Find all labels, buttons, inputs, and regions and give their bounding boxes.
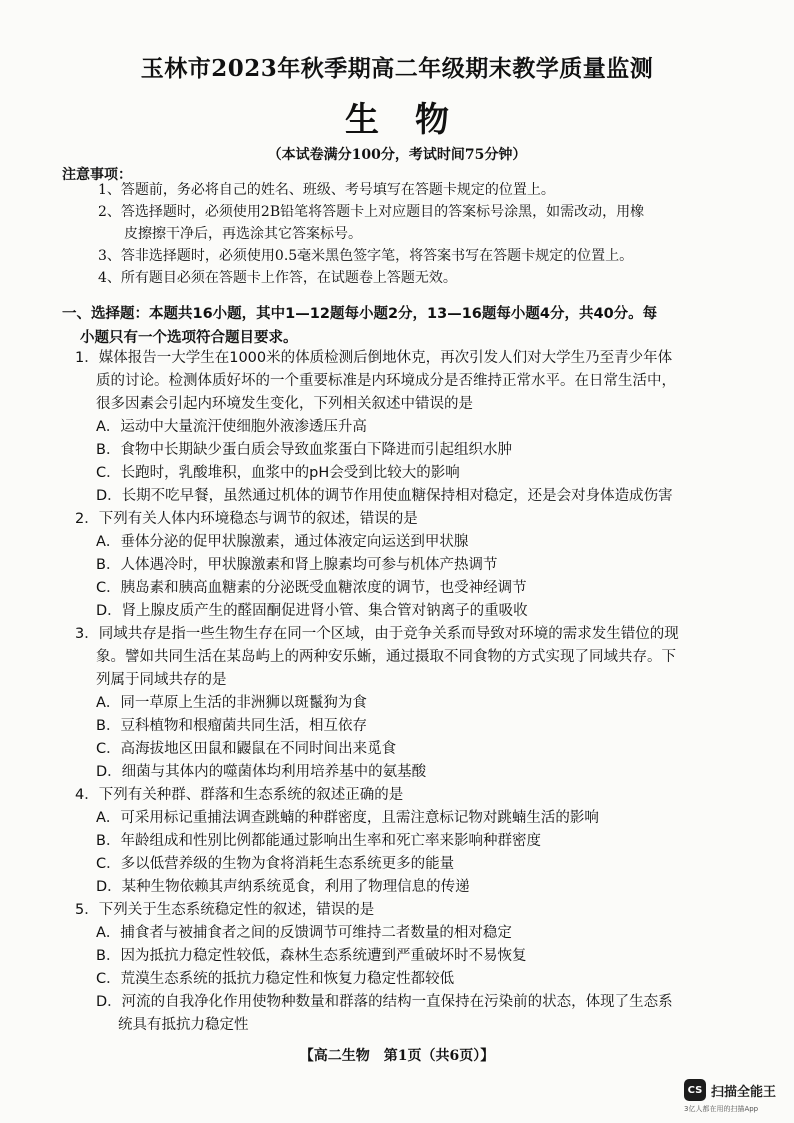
q5-option-a: A．捕食者与被捕食者之间的反馈调节可维持二者数量的相对稳定: [96, 925, 512, 941]
section-line: 小题只有一个选项符合题目要求。: [80, 330, 298, 346]
q3-stem: 象。譬如共同生活在某岛屿上的两种安乐蜥，通过摄取不同食物的方式实现了同域共存。下: [96, 649, 676, 665]
notice-item: 4、所有题目必须在答题卡上作答，在试题卷上答题无效。: [98, 270, 457, 286]
q1-stem: 1．媒体报告一大学生在1000米的体质检测后倒地休克，再次引发人们对大学生乃至青少年体: [75, 350, 673, 366]
scanner-app-subtitle: 3亿人都在用的扫描App: [684, 1105, 759, 1113]
page-footer: 【高二生物 第1页（共6页）】: [299, 1048, 495, 1064]
q3-option-d: D．细菌与其体内的噬菌体均利用培养基中的氨基酸: [96, 764, 427, 780]
q5-option-d: D．河流的自我净化作用使物种数量和群落的结构一直保持在污染前的状态，体现了生态系: [96, 994, 673, 1010]
exam-info: （本试卷满分100分，考试时间75分钟）: [267, 147, 527, 163]
q2-option-b: B．人体遇冷时，甲状腺激素和肾上腺素均可参与机体产热调节: [96, 557, 498, 573]
q2-option-c: C．胰岛素和胰高血糖素的分泌既受血糖浓度的调节，也受神经调节: [96, 580, 527, 596]
notice-item: 1、答题前，务必将自己的姓名、班级、考号填写在答题卡规定的位置上。: [98, 182, 555, 198]
exam-title: 玉林市2023年秋季期高二年级期末教学质量监测: [140, 55, 654, 82]
q1-option-d: D．长期不吃早餐，虽然通过机体的调节作用使血糖保持相对稳定，还是会对身体造成伤害: [96, 488, 673, 504]
notice-item: 3、答非选择题时，必须使用0.5毫米黑色签字笔，将答案书写在答题卡规定的位置上。: [98, 248, 634, 264]
subject-title: 生物: [345, 100, 485, 140]
q4-option-d: D．某种生物依赖其声纳系统觅食，利用了物理信息的传递: [96, 879, 470, 895]
q1-option-c: C．长跑时，乳酸堆积，血浆中的pH会受到比较大的影响: [96, 465, 460, 481]
notice-item: 2、答选择题时，必须使用2B铅笔将答题卡上对应题目的答案标号涂黑，如需改动，用橡: [98, 204, 645, 220]
q5-option-b: B．因为抵抗力稳定性较低，森林生态系统遭到严重破坏时不易恢复: [96, 948, 527, 964]
q4-stem: 4．下列有关种群、群落和生态系统的叙述正确的是: [75, 787, 404, 803]
camscanner-logo-icon: CS: [684, 1079, 706, 1101]
q3-option-a: A．同一草原上生活的非洲狮以斑鬣狗为食: [96, 695, 367, 711]
q5-option-d-continued: 统具有抵抗力稳定性: [118, 1017, 249, 1033]
q5-option-c: C．荒漠生态系统的抵抗力稳定性和恢复力稳定性都较低: [96, 971, 455, 987]
q2-option-d: D．肾上腺皮质产生的醛固酮促进肾小管、集合管对钠离子的重吸收: [96, 603, 528, 619]
q1-option-a: A．运动中大量流汗使细胞外液渗透压升高: [96, 419, 367, 435]
q1-option-b: B．食物中长期缺少蛋白质会导致血浆蛋白下降进而引起组织水肿: [96, 442, 512, 458]
notice-heading: 注意事项：: [62, 167, 132, 183]
q1-stem: 很多因素会引起内环境发生变化，下列相关叙述中错误的是: [96, 396, 473, 412]
q4-option-a: A．可采用标记重捕法调查跳蝻的种群密度，且需注意标记物对跳蝻生活的影响: [96, 810, 599, 826]
q1-stem: 质的讨论。检测体质好坏的一个重要标准是内环境成分是否维持正常水平。在日常生活中，: [96, 373, 676, 389]
section-line: 一、选择题：本题共16小题，其中1—12题每小题2分，13—16题每小题4分，共40分。每: [62, 306, 658, 322]
q4-option-b: B．年龄组成和性别比例都能通过影响出生率和死亡率来影响种群密度: [96, 833, 541, 849]
q3-stem: 3．同域共存是指一些生物生存在同一个区域，由于竞争关系而导致对环境的需求发生错位的现: [75, 626, 679, 642]
q3-stem: 列属于同域共存的是: [96, 672, 227, 688]
q5-stem: 5．下列关于生态系统稳定性的叙述，错误的是: [75, 902, 375, 918]
q2-stem: 2．下列有关人体内环境稳态与调节的叙述，错误的是: [75, 511, 418, 527]
notice-item: 皮擦擦干净后，再选涂其它答案标号。: [124, 226, 362, 242]
scanner-badge: [684, 1079, 776, 1101]
section-heading: [62, 302, 742, 350]
q4-option-c: C．多以低营养级的生物为食将消耗生态系统更多的能量: [96, 856, 455, 872]
scanner-app-name: 扫描全能王: [711, 1084, 777, 1100]
q3-option-c: C．高海拔地区田鼠和鼹鼠在不同时间出来觅食: [96, 741, 397, 757]
q3-option-b: B．豆科植物和根瘤菌共同生活，相互依存: [96, 718, 367, 734]
q2-option-a: A．垂体分泌的促甲状腺激素，通过体液定向运送到甲状腺: [96, 534, 469, 550]
